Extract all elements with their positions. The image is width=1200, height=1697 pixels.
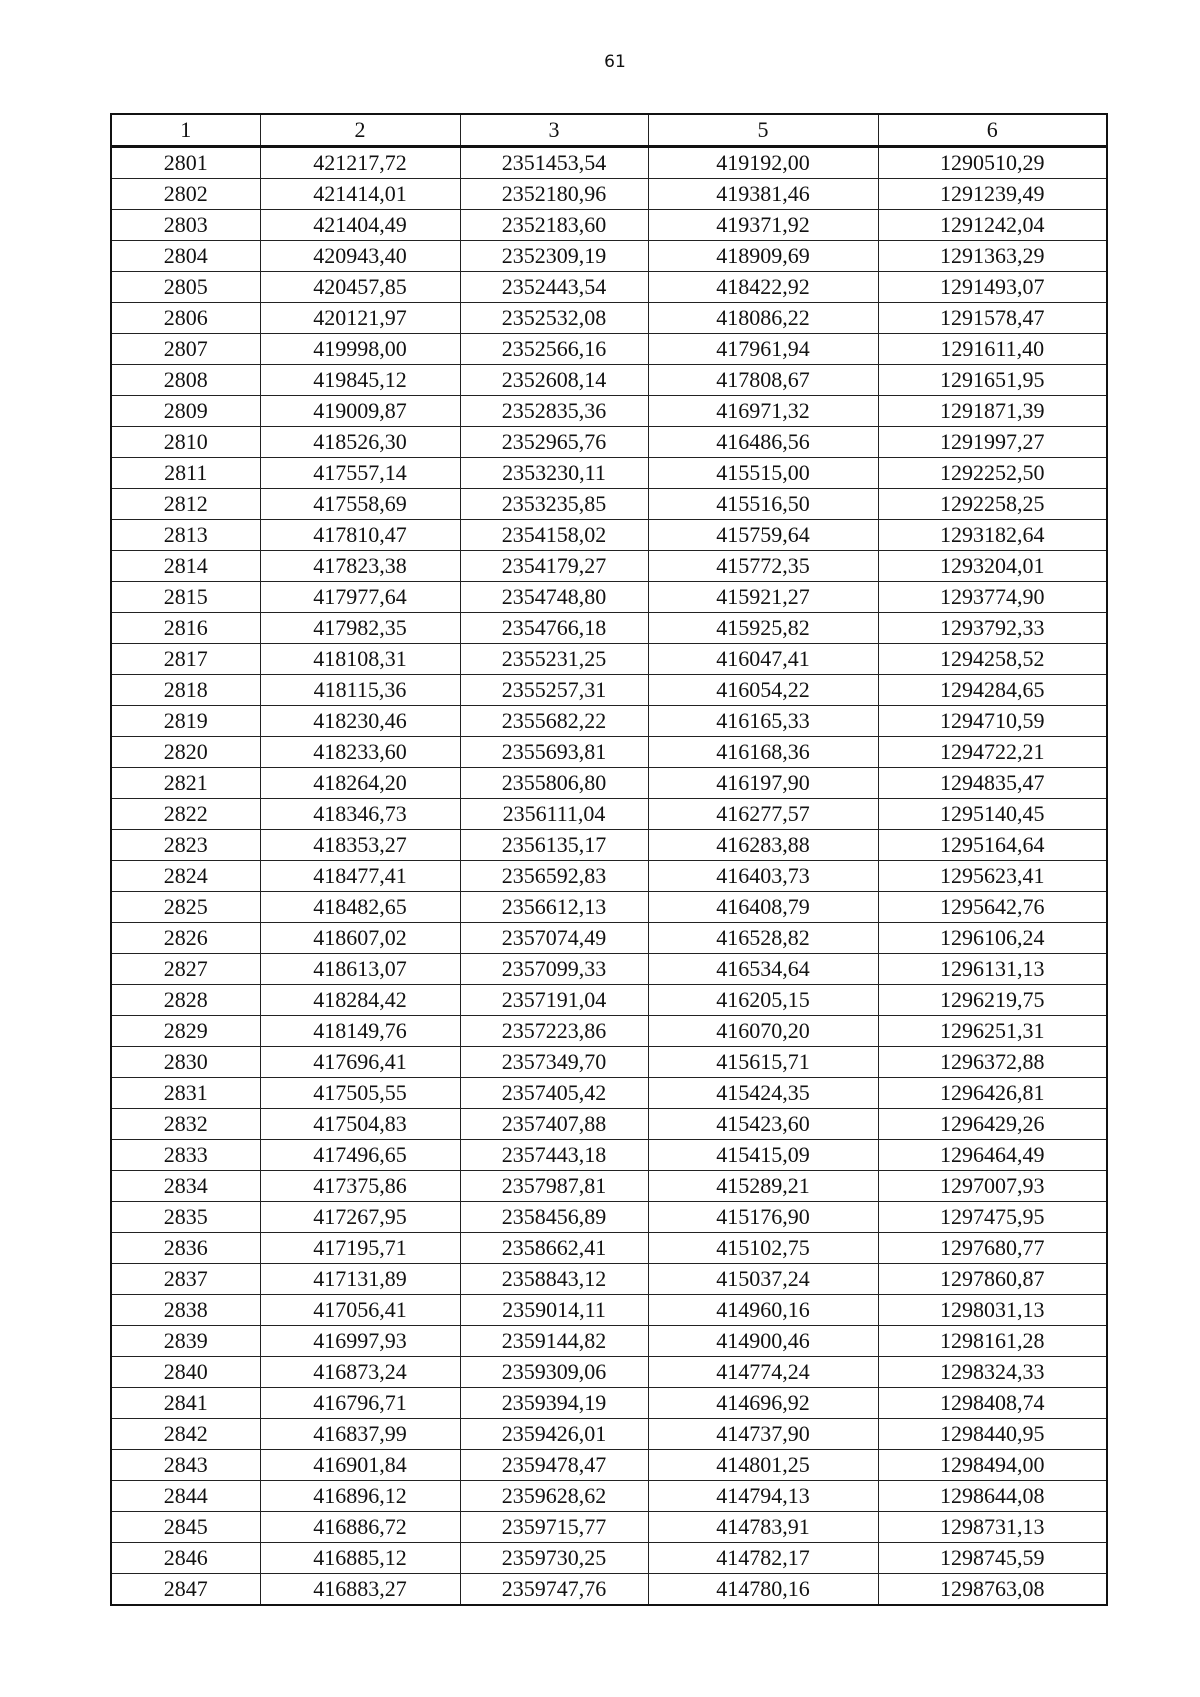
- table-cell: 1291493,07: [878, 272, 1107, 303]
- table-cell: 415759,64: [648, 520, 878, 551]
- table-cell: 417131,89: [260, 1264, 460, 1295]
- table-cell: 1298324,33: [878, 1357, 1107, 1388]
- table-cell: 2818: [111, 675, 260, 706]
- table-cell: 2352180,96: [460, 179, 648, 210]
- table-cell: 2351453,54: [460, 147, 648, 179]
- table-cell: 1292252,50: [878, 458, 1107, 489]
- table-cell: 2824: [111, 861, 260, 892]
- table-cell: 2352309,19: [460, 241, 648, 272]
- table-cell: 417557,14: [260, 458, 460, 489]
- table-row: [111, 365, 1107, 396]
- table-row: [111, 1078, 1107, 1109]
- table-cell: 2359628,62: [460, 1481, 648, 1512]
- table-cell: 2354766,18: [460, 613, 648, 644]
- table-cell: 416197,90: [648, 768, 878, 799]
- table-cell: 418086,22: [648, 303, 878, 334]
- table-row: [111, 1543, 1107, 1574]
- table-row: [111, 1140, 1107, 1171]
- table-cell: 417375,86: [260, 1171, 460, 1202]
- table-cell: 2357191,04: [460, 985, 648, 1016]
- table-cell: 2804: [111, 241, 260, 272]
- table-cell: 2822: [111, 799, 260, 830]
- table-row: [111, 241, 1107, 272]
- table-cell: 2831: [111, 1078, 260, 1109]
- table-row: [111, 1481, 1107, 1512]
- table-cell: 1296131,13: [878, 954, 1107, 985]
- table-row: [111, 458, 1107, 489]
- table-cell: 2812: [111, 489, 260, 520]
- table-cell: 2811: [111, 458, 260, 489]
- table-cell: 416873,24: [260, 1357, 460, 1388]
- table-row: [111, 489, 1107, 520]
- table-cell: 416168,36: [648, 737, 878, 768]
- table-row: [111, 179, 1107, 210]
- table-cell: 1298731,13: [878, 1512, 1107, 1543]
- table-cell: 2832: [111, 1109, 260, 1140]
- table-cell: 420457,85: [260, 272, 460, 303]
- table-cell: 1291363,29: [878, 241, 1107, 272]
- table-cell: 2802: [111, 179, 260, 210]
- table-row: [111, 613, 1107, 644]
- table-cell: 1298494,00: [878, 1450, 1107, 1481]
- table-cell: 2820: [111, 737, 260, 768]
- table-cell: 1296429,26: [878, 1109, 1107, 1140]
- table-cell: 1293204,01: [878, 551, 1107, 582]
- table-cell: 416534,64: [648, 954, 878, 985]
- table-cell: 416403,73: [648, 861, 878, 892]
- table-cell: 1295623,41: [878, 861, 1107, 892]
- table-cell: 1294835,47: [878, 768, 1107, 799]
- table-cell: 416070,20: [648, 1016, 878, 1047]
- table-cell: 414782,17: [648, 1543, 878, 1574]
- table-row: [111, 1109, 1107, 1140]
- table-cell: 1298031,13: [878, 1295, 1107, 1326]
- table-cell: 416901,84: [260, 1450, 460, 1481]
- table-cell: 418108,31: [260, 644, 460, 675]
- table-cell: 2354179,27: [460, 551, 648, 582]
- table-cell: 2352965,76: [460, 427, 648, 458]
- table-cell: 419371,92: [648, 210, 878, 241]
- table-cell: 2838: [111, 1295, 260, 1326]
- table-cell: 416837,99: [260, 1419, 460, 1450]
- table-cell: 414783,91: [648, 1512, 878, 1543]
- table-cell: 2354158,02: [460, 520, 648, 551]
- table-cell: 416883,27: [260, 1574, 460, 1606]
- table-cell: 418284,42: [260, 985, 460, 1016]
- table-cell: 1291651,95: [878, 365, 1107, 396]
- table-cell: 419998,00: [260, 334, 460, 365]
- table-cell: 414737,90: [648, 1419, 878, 1450]
- table-cell: 415772,35: [648, 551, 878, 582]
- table-cell: 1296426,81: [878, 1078, 1107, 1109]
- table-cell: 2844: [111, 1481, 260, 1512]
- table-cell: 2847: [111, 1574, 260, 1606]
- table-row: [111, 210, 1107, 241]
- table-cell: 2359730,25: [460, 1543, 648, 1574]
- table-cell: 419845,12: [260, 365, 460, 396]
- table-cell: 2354748,80: [460, 582, 648, 613]
- table-row: [111, 147, 1107, 179]
- table-cell: 416047,41: [648, 644, 878, 675]
- table-cell: 1293774,90: [878, 582, 1107, 613]
- table-cell: 2840: [111, 1357, 260, 1388]
- table-cell: 415925,82: [648, 613, 878, 644]
- table-cell: 417810,47: [260, 520, 460, 551]
- table-cell: 417496,65: [260, 1140, 460, 1171]
- table-row: [111, 954, 1107, 985]
- table-cell: 2808: [111, 365, 260, 396]
- table-cell: 418149,76: [260, 1016, 460, 1047]
- table-cell: 414696,92: [648, 1388, 878, 1419]
- table-cell: 416528,82: [648, 923, 878, 954]
- table-cell: 2352835,36: [460, 396, 648, 427]
- table-row: [111, 830, 1107, 861]
- table-cell: 415415,09: [648, 1140, 878, 1171]
- table-row: [111, 1419, 1107, 1450]
- table-cell: 416885,12: [260, 1543, 460, 1574]
- table-row: [111, 799, 1107, 830]
- table-cell: 2809: [111, 396, 260, 427]
- table-cell: 417558,69: [260, 489, 460, 520]
- table-cell: 417505,55: [260, 1078, 460, 1109]
- table-row: [111, 396, 1107, 427]
- table-row: [111, 1264, 1107, 1295]
- table-cell: 415921,27: [648, 582, 878, 613]
- table-cell: 414801,25: [648, 1450, 878, 1481]
- table-cell: 2836: [111, 1233, 260, 1264]
- table-cell: 419381,46: [648, 179, 878, 210]
- table-cell: 1296106,24: [878, 923, 1107, 954]
- table-cell: 2357223,86: [460, 1016, 648, 1047]
- table-row: [111, 768, 1107, 799]
- table-cell: 2833: [111, 1140, 260, 1171]
- table-cell: 2357987,81: [460, 1171, 648, 1202]
- table-row: [111, 1450, 1107, 1481]
- table-cell: 2353235,85: [460, 489, 648, 520]
- table-cell: 2826: [111, 923, 260, 954]
- table-cell: 418233,60: [260, 737, 460, 768]
- table-cell: 1296464,49: [878, 1140, 1107, 1171]
- table-cell: 2352532,08: [460, 303, 648, 334]
- table-cell: 2814: [111, 551, 260, 582]
- table-cell: 418422,92: [648, 272, 878, 303]
- table-row: [111, 1574, 1107, 1606]
- table-cell: 2358456,89: [460, 1202, 648, 1233]
- table-cell: 2843: [111, 1450, 260, 1481]
- table-row: [111, 1171, 1107, 1202]
- table-cell: 414794,13: [648, 1481, 878, 1512]
- table-cell: 2817: [111, 644, 260, 675]
- table-cell: 1296219,75: [878, 985, 1107, 1016]
- table-row: [111, 427, 1107, 458]
- table-row: [111, 1016, 1107, 1047]
- table-cell: 415289,21: [648, 1171, 878, 1202]
- table-cell: 2845: [111, 1512, 260, 1543]
- table-row: [111, 675, 1107, 706]
- table-cell: 2807: [111, 334, 260, 365]
- table-cell: 416896,12: [260, 1481, 460, 1512]
- table-cell: 416408,79: [648, 892, 878, 923]
- table-cell: 418353,27: [260, 830, 460, 861]
- table-cell: 1296372,88: [878, 1047, 1107, 1078]
- table-cell: 2359426,01: [460, 1419, 648, 1450]
- table-cell: 414900,46: [648, 1326, 878, 1357]
- table-row: [111, 303, 1107, 334]
- table-cell: 1292258,25: [878, 489, 1107, 520]
- table-cell: 2823: [111, 830, 260, 861]
- table-cell: 417982,35: [260, 613, 460, 644]
- table-cell: 2801: [111, 147, 260, 179]
- table-cell: 1298644,08: [878, 1481, 1107, 1512]
- table-cell: 2352443,54: [460, 272, 648, 303]
- table-cell: 1294710,59: [878, 706, 1107, 737]
- table-cell: 2813: [111, 520, 260, 551]
- table-cell: 1291239,49: [878, 179, 1107, 210]
- table-cell: 1295642,76: [878, 892, 1107, 923]
- table-cell: 1297007,93: [878, 1171, 1107, 1202]
- table-row: [111, 1233, 1107, 1264]
- table-cell: 2839: [111, 1326, 260, 1357]
- table-cell: 1295164,64: [878, 830, 1107, 861]
- table-row: [111, 1326, 1107, 1357]
- table-cell: 1298763,08: [878, 1574, 1107, 1606]
- table-cell: 2356592,83: [460, 861, 648, 892]
- table-cell: 419192,00: [648, 147, 878, 179]
- table-row: [111, 272, 1107, 303]
- table-cell: 1297475,95: [878, 1202, 1107, 1233]
- table-cell: 2359014,11: [460, 1295, 648, 1326]
- table-cell: 2352183,60: [460, 210, 648, 241]
- table-cell: 417267,95: [260, 1202, 460, 1233]
- table-cell: 1293792,33: [878, 613, 1107, 644]
- table-row: [111, 706, 1107, 737]
- table-cell: 417056,41: [260, 1295, 460, 1326]
- table-cell: 414960,16: [648, 1295, 878, 1326]
- table-body: [111, 147, 1107, 1606]
- table-cell: 2837: [111, 1264, 260, 1295]
- table-cell: 416165,33: [648, 706, 878, 737]
- table-cell: 2355806,80: [460, 768, 648, 799]
- table-cell: 421404,49: [260, 210, 460, 241]
- table-cell: 418346,73: [260, 799, 460, 830]
- table-cell: 2355231,25: [460, 644, 648, 675]
- table-cell: 415424,35: [648, 1078, 878, 1109]
- page-number: 61: [604, 52, 626, 72]
- table-cell: 2359478,47: [460, 1450, 648, 1481]
- column-header: 6: [878, 114, 1107, 147]
- table-cell: 418613,07: [260, 954, 460, 985]
- column-header: 2: [260, 114, 460, 147]
- table-cell: 2359309,06: [460, 1357, 648, 1388]
- table-cell: 414780,16: [648, 1574, 878, 1606]
- table-cell: 2355682,22: [460, 706, 648, 737]
- table-row: [111, 923, 1107, 954]
- table-cell: 1291578,47: [878, 303, 1107, 334]
- table-cell: 1298161,28: [878, 1326, 1107, 1357]
- table-cell: 2359144,82: [460, 1326, 648, 1357]
- table-cell: 420943,40: [260, 241, 460, 272]
- table-cell: 2827: [111, 954, 260, 985]
- table-row: [111, 1357, 1107, 1388]
- table-cell: 2803: [111, 210, 260, 241]
- table-row: [111, 1388, 1107, 1419]
- table-cell: 417823,38: [260, 551, 460, 582]
- table-cell: 2828: [111, 985, 260, 1016]
- table-cell: 415516,50: [648, 489, 878, 520]
- table-cell: 2846: [111, 1543, 260, 1574]
- table-cell: 416277,57: [648, 799, 878, 830]
- table-cell: 421414,01: [260, 179, 460, 210]
- table-cell: 421217,72: [260, 147, 460, 179]
- table-cell: 1298745,59: [878, 1543, 1107, 1574]
- column-header: 1: [111, 114, 260, 147]
- table-cell: 2819: [111, 706, 260, 737]
- table-cell: 2355257,31: [460, 675, 648, 706]
- table-cell: 415037,24: [648, 1264, 878, 1295]
- table-row: [111, 985, 1107, 1016]
- coordinates-table: [110, 113, 1108, 1606]
- table-cell: 2357443,18: [460, 1140, 648, 1171]
- table-cell: 2816: [111, 613, 260, 644]
- table-row: [111, 892, 1107, 923]
- table-cell: 2358843,12: [460, 1264, 648, 1295]
- table-cell: 2810: [111, 427, 260, 458]
- table-cell: 2821: [111, 768, 260, 799]
- table-cell: 2359747,76: [460, 1574, 648, 1606]
- table-cell: 2357099,33: [460, 954, 648, 985]
- table-cell: 2841: [111, 1388, 260, 1419]
- table-cell: 2359715,77: [460, 1512, 648, 1543]
- table-cell: 416796,71: [260, 1388, 460, 1419]
- table-cell: 418607,02: [260, 923, 460, 954]
- table-cell: 418477,41: [260, 861, 460, 892]
- table-cell: 1291611,40: [878, 334, 1107, 365]
- table-cell: 1294258,52: [878, 644, 1107, 675]
- table-cell: 2842: [111, 1419, 260, 1450]
- column-header: 5: [648, 114, 878, 147]
- table-cell: 418264,20: [260, 768, 460, 799]
- table-cell: 1296251,31: [878, 1016, 1107, 1047]
- table-cell: 418909,69: [648, 241, 878, 272]
- table-row: [111, 1047, 1107, 1078]
- table-cell: 416205,15: [648, 985, 878, 1016]
- table-cell: 2830: [111, 1047, 260, 1078]
- table-cell: 2835: [111, 1202, 260, 1233]
- table-row: [111, 334, 1107, 365]
- table-cell: 1294284,65: [878, 675, 1107, 706]
- column-header: 3: [460, 114, 648, 147]
- table-cell: 2829: [111, 1016, 260, 1047]
- table-cell: 2357349,70: [460, 1047, 648, 1078]
- table-cell: 2358662,41: [460, 1233, 648, 1264]
- table-cell: 417504,83: [260, 1109, 460, 1140]
- table-cell: 1297860,87: [878, 1264, 1107, 1295]
- table-cell: 2834: [111, 1171, 260, 1202]
- table-row: [111, 644, 1107, 675]
- table-cell: 420121,97: [260, 303, 460, 334]
- table-cell: 417961,94: [648, 334, 878, 365]
- table-cell: 414774,24: [648, 1357, 878, 1388]
- table-cell: 417696,41: [260, 1047, 460, 1078]
- table-cell: 2353230,11: [460, 458, 648, 489]
- table-cell: 417195,71: [260, 1233, 460, 1264]
- table-cell: 417808,67: [648, 365, 878, 396]
- table-row: [111, 861, 1107, 892]
- table-header-row: [111, 114, 1107, 147]
- table-cell: 415102,75: [648, 1233, 878, 1264]
- table-cell: 416283,88: [648, 830, 878, 861]
- table-row: [111, 737, 1107, 768]
- table-row: [111, 1295, 1107, 1326]
- table-cell: 2352608,14: [460, 365, 648, 396]
- table-cell: 415615,71: [648, 1047, 878, 1078]
- table-row: [111, 1202, 1107, 1233]
- table-cell: 416997,93: [260, 1326, 460, 1357]
- table-cell: 415176,90: [648, 1202, 878, 1233]
- table-cell: 2356111,04: [460, 799, 648, 830]
- table-row: [111, 551, 1107, 582]
- table-cell: 1290510,29: [878, 147, 1107, 179]
- table-cell: 418115,36: [260, 675, 460, 706]
- table-row: [111, 582, 1107, 613]
- table-cell: 2357074,49: [460, 923, 648, 954]
- table-cell: 416486,56: [648, 427, 878, 458]
- table-cell: 418526,30: [260, 427, 460, 458]
- table-cell: 1298440,95: [878, 1419, 1107, 1450]
- table-cell: 2356135,17: [460, 830, 648, 861]
- table-cell: 1291997,27: [878, 427, 1107, 458]
- table-cell: 2805: [111, 272, 260, 303]
- table-cell: 2357407,88: [460, 1109, 648, 1140]
- table-cell: 1297680,77: [878, 1233, 1107, 1264]
- table-row: [111, 520, 1107, 551]
- table-cell: 418230,46: [260, 706, 460, 737]
- table-cell: 418482,65: [260, 892, 460, 923]
- table-cell: 1295140,45: [878, 799, 1107, 830]
- table-cell: 417977,64: [260, 582, 460, 613]
- table-cell: 2825: [111, 892, 260, 923]
- table-cell: 416886,72: [260, 1512, 460, 1543]
- table-cell: 419009,87: [260, 396, 460, 427]
- table-cell: 1293182,64: [878, 520, 1107, 551]
- table-cell: 415423,60: [648, 1109, 878, 1140]
- table-cell: 1294722,21: [878, 737, 1107, 768]
- table-cell: 1291242,04: [878, 210, 1107, 241]
- table-cell: 1291871,39: [878, 396, 1107, 427]
- table-cell: 415515,00: [648, 458, 878, 489]
- table-cell: 2815: [111, 582, 260, 613]
- table-cell: 2806: [111, 303, 260, 334]
- table-cell: 2355693,81: [460, 737, 648, 768]
- table-row: [111, 1512, 1107, 1543]
- table-cell: 2359394,19: [460, 1388, 648, 1419]
- table-cell: 416971,32: [648, 396, 878, 427]
- table-cell: 2356612,13: [460, 892, 648, 923]
- table-cell: 416054,22: [648, 675, 878, 706]
- table-cell: 2357405,42: [460, 1078, 648, 1109]
- table-cell: 2352566,16: [460, 334, 648, 365]
- table-cell: 1298408,74: [878, 1388, 1107, 1419]
